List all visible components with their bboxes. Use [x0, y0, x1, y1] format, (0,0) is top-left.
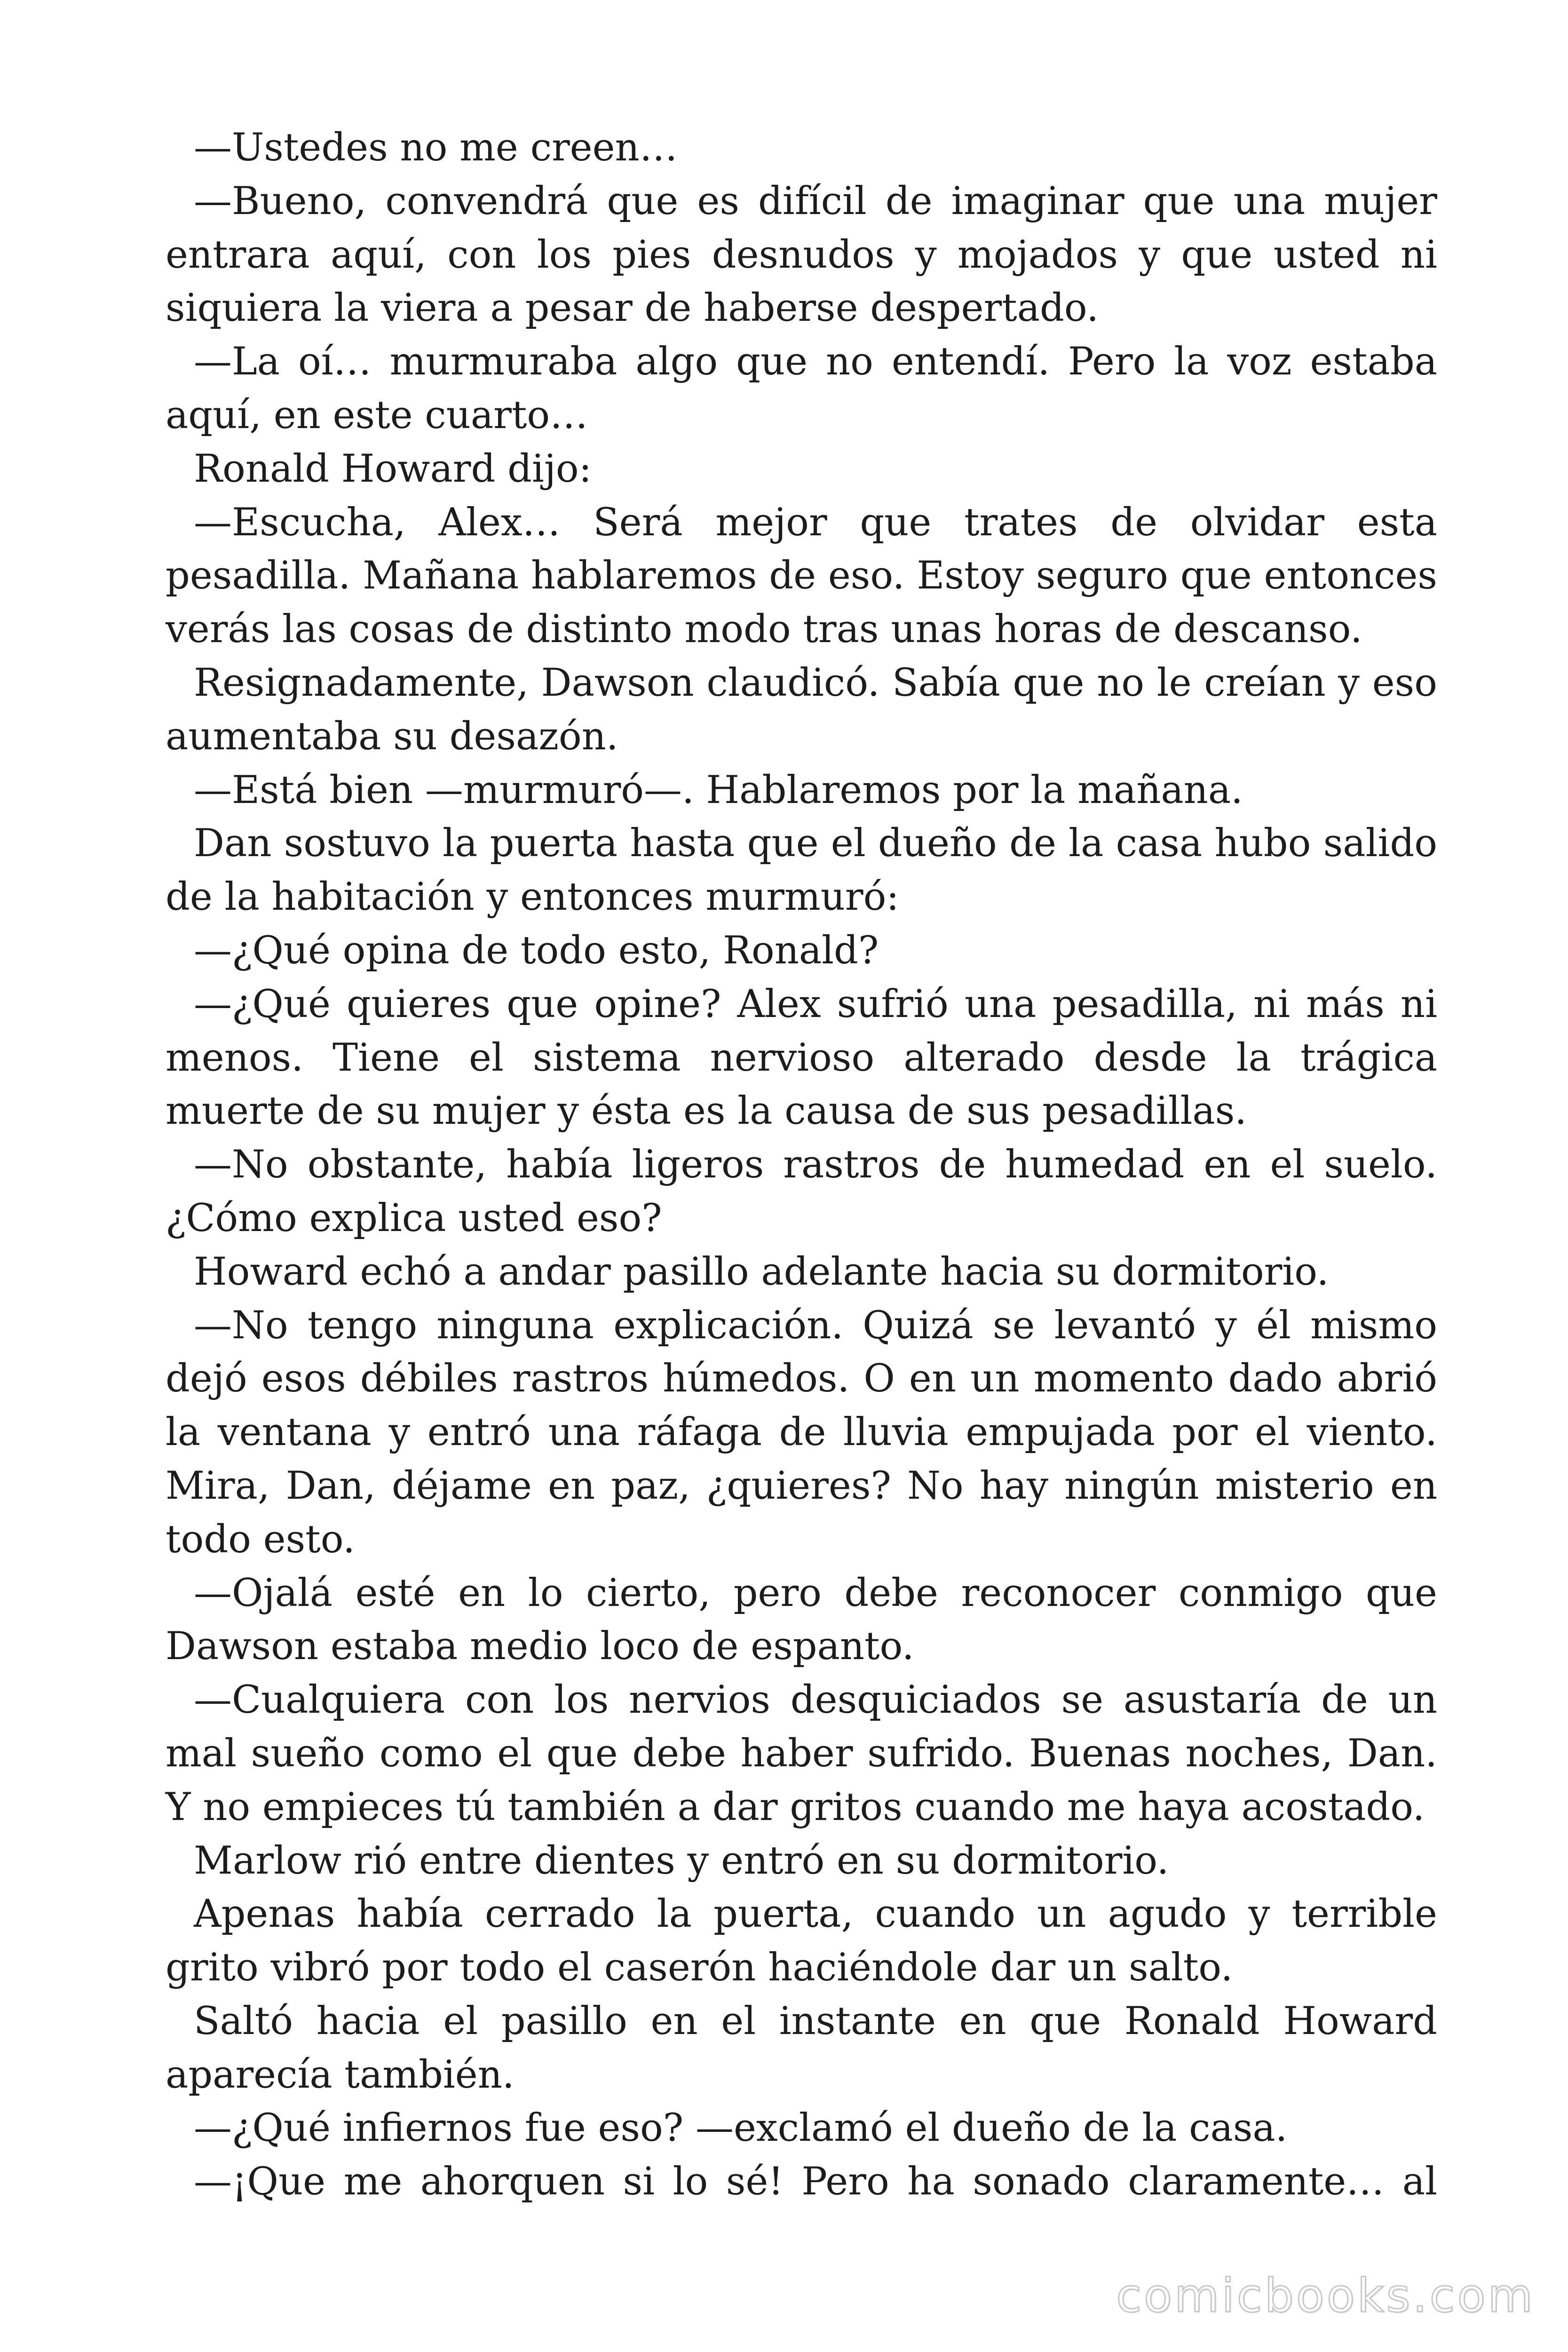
paragraph: Howard echó a andar pasillo adelante hacia su dormitorio.: [194, 1249, 1329, 1294]
paragraph: Apenas había cerrado la puerta, cuando un agudo y terrible grito vibró por todo el caserón haciéndole dar un salto.: [166, 1892, 1437, 1990]
paragraph: —No obstante, había ligeros rastros de humedad en el suelo. ¿Cómo explica usted eso?: [166, 1143, 1437, 1240]
paragraph: Dan sostuvo la puerta hasta que el dueño de la casa hubo salido de la habitación y entonces murmuró:: [166, 821, 1437, 920]
paragraph: —Cualquiera con los nervios desquiciados se asustaría de un mal sueño como el que debe haber sufrido. Buenas noches, Dan. Y no empieces tú también a dar gritos cuando me haya acostado.: [166, 1678, 1437, 1829]
paragraph: —Ustedes no me creen…: [194, 126, 678, 170]
paragraph: Marlow rió entre dientes y entró en su dormitorio.: [194, 1838, 1169, 1883]
paragraph: —¿Qué infiernos fue eso? —exclamó el dueño de la casa.: [194, 2106, 1288, 2151]
paragraph: —¿Qué opina de todo esto, Ronald?: [194, 928, 879, 973]
paragraph: —Está bien —murmuró—. Hablaremos por la mañana.: [194, 768, 1243, 812]
paragraph: —¡Que me ahorquen si lo sé! Pero ha sonado claramente… al: [194, 2160, 1437, 2204]
paragraph: —Escucha, Alex… Será mejor que trates de olvidar esta pesadilla. Mañana hablaremos de eso. Estoy seguro que entonces verás las cosas de distinto modo tras unas horas de descanso.: [166, 500, 1437, 652]
paragraph: Ronald Howard dijo:: [194, 446, 592, 491]
watermark: comicbooks.com: [1116, 2269, 1535, 2323]
page-body: [166, 121, 1437, 2209]
paragraph: —Bueno, convendrá que es difícil de imaginar que una mujer entrara aquí, con los pies desnudos y mojados y que usted ni siquiera la viera a pesar de haberse despertado.: [166, 179, 1437, 331]
paragraph: —¿Qué quieres que opine? Alex sufrió una pesadilla, ni más ni menos. Tiene el sistema nervioso alterado desde la trágica muerte de su mujer y ésta es la causa de sus pesadillas.: [166, 982, 1437, 1134]
paragraph: —Ojalá esté en lo cierto, pero debe reconocer conmigo que Dawson estaba medio loco de espanto.: [166, 1571, 1437, 1669]
paragraph: Saltó hacia el pasillo en el instante en que Ronald Howard aparecía también.: [166, 1999, 1437, 2097]
paragraph: —La oí… murmuraba algo que no entendí. Pero la voz estaba aquí, en este cuarto…: [166, 340, 1437, 437]
paragraph: Resignadamente, Dawson claudicó. Sabía que no le creían y eso aumentaba su desazón.: [166, 660, 1437, 759]
paragraph: —No tengo ninguna explicación. Quizá se levantó y él mismo dejó esos débiles rastros húmedos. O en un momento dado abrió la ventana y entró una ráfaga de lluvia empujada por el viento. Mira, Dan, déjame en paz, ¿quieres? No hay ningún misterio en todo esto.: [166, 1303, 1437, 1562]
